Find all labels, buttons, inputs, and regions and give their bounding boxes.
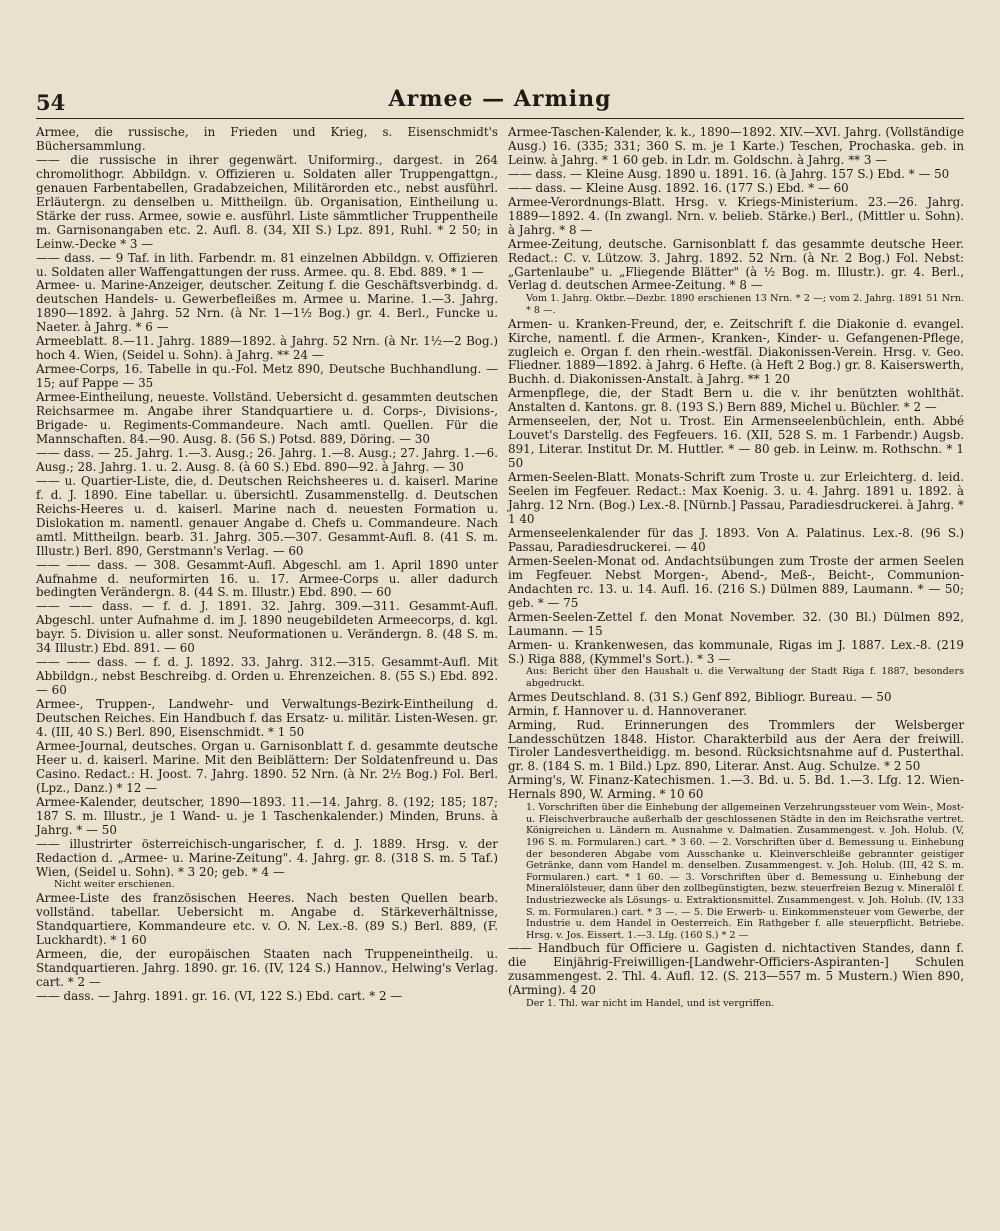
entry: Armee, die russische, in Frieden und Krieg, s. Eisenschmidt's Büchersammlung. xyxy=(36,125,498,153)
entry: Armee-Taschen-Kalender, k. k., 1890—1892. XIV.—XVI. Jahrg. (Vollständige Ausg.) 16. (335; 331; 360 S. m. je 1 Karte.) Teschen, Prochaska. geb. in Leinw. à Jahrg. * 1 60 geb. in Ldr. m. Goldschn. à Jahrg. ** 3 — xyxy=(508,125,964,167)
entry: Armeeblatt. 8.—11. Jahrg. 1889—1892. à Jahrg. 52 Nrn. (à Nr. 1½—2 Bog.) hoch 4. Wien, (Seidel u. Sohn). à Jahrg. ** 24 — xyxy=(36,334,498,363)
entry-note: 1. Vorschriften über die Einhebung der allgemeinen Verzehrungssteuer vom Wein-, Most- u. Fleischverbrauche außerhalb der geschlossenen Städte in den im Reichsrathe vertret. Königreichen u. Ländern m. Ausnahme v. Dalmatien. Zusammengest. v. Joh. Holub. (V, 196 S. m. Formularen.) cart. * 3 60. — 2. Vorschriften über d. Bemessung u. Einhebung der besonderen Abgabe vom Ausschanke u. Kleinverschleiße gebrannter geistiger Getränke, dann vom Handel m. denselben. Zusammengest. v. Joh. Holub. (III, 42 S. m. Formularen.) cart. * 1 60. — 3. Vorschriften über d. Bemessung u. Einhebung der Mineralölsteuer, dann über den zollbegünstigten, bezw. steuerfreien Bezug v. Mineralöl f. Industriezwecke als Lösungs- u. Extraktionsmittel. Zusammengest. v. Joh. Holub. (IV, 133 S. m. Formularen.) cart. * 3 —. — 5. Die Erwerb- u. Einkommensteuer vom Gewerbe, der Industrie u. dem Handel in Oesterreich. Ein Rathgeber f. alle steuerpflicht. Betriebe. Hrsg. v. Jos. Eissert. 1.—3. Lfg. (160 S.) * 2 — xyxy=(526,802,964,941)
entry: —— u. Quartier-Liste, die, d. Deutschen Reichsheeres u. d. kaiserl. Marine f. d. J. 1890. Eine tabellar. u. übersichtl. Zusammenstellg. d. Deutschen Reichs-Heeres u. d. kaiserl. Marine nach d. neuesten Formation u. Dislokation m. namentl. genauer Angabe d. Chefs u. Commandeure. Nach amtl. Mittheilgn. bearb. 31. Jahrg. 305.—307. Gesammt-Aufl. 8. (41 S. m. Illustr.) Berl. 890, Gerstmann's Verlag. — 60 xyxy=(36,473,498,558)
entry: Armee- u. Marine-Anzeiger, deutscher. Zeitung f. die Geschäftsverbindg. d. deutschen Handels- u. Gewerbefleißes m. Armee u. Marine. 1.—3. Jahrg. 1890—1892. à Jahrg. 52 Nrn. (à Nr. 1—1½ Bog.) gr. 4. Berl., Funcke u. Naeter. à Jahrg. * 6 — xyxy=(36,278,498,335)
entry: Armee-Kalender, deutscher, 1890—1893. 11.—14. Jahrg. 8. (192; 185; 187; 187 S. m. Illustr., je 1 Wand- u. je 1 Taschenkalender.) Minden, Bruns. à Jahrg. * — 50 xyxy=(36,794,498,837)
entry: Armenseelenkalender für das J. 1893. Von A. Palatinus. Lex.-8. (96 S.) Passau, Paradiesdruckerei. — 40 xyxy=(508,525,964,554)
entry: Armee-Eintheilung, neueste. Vollständ. Uebersicht d. gesammten deutschen Reichsarmee m. Angabe ihrer Standquartiere u. d. Corps-, Divisions-, Brigade- u. Regiments-Commandeure. Nach amtl. Quellen. Für die Mannschaften. 84.—90. Ausg. 8. (56 S.) Potsd. 889, Döring. — 30 xyxy=(36,390,498,446)
entry: —— Handbuch für Officiere u. Gagisten d. nichtactiven Standes, dann f. die Einjährig-Freiwilligen-[Landwehr-Officiers-Aspiranten-] Schulen zusammengest. 2. Thl. 4. Aufl. 12. (S. 213—557 m. 5 Mustern.) Wien 890, (Arming). 4 20 xyxy=(508,941,964,998)
entry: —— —— dass. — f. d. J. 1891. 32. Jahrg. 309.—311. Gesammt-Aufl. Abgeschl. unter Aufnahme d. im J. 1890 neugebildeten Armeecorps, d. kgl. bayr. 5. Division u. aller sonst. Neuformationen u. Verändergn. 8. (48 S. m. 34 Illustr.) Ebd. 891. — 60 xyxy=(36,599,498,656)
running-title: Armee — Arming xyxy=(388,86,612,112)
entry: Arming's, W. Finanz-Katechismen. 1.—3. Bd. u. 5. Bd. 1.—3. Lfg. 12. Wien-Hernals 890, W. Arming. * 10 60 xyxy=(508,773,964,802)
page-number: 54 xyxy=(36,90,66,115)
entry: Armen-Seelen-Zettel f. den Monat November. 32. (30 Bl.) Dülmen 892, Laumann. — 15 xyxy=(508,609,964,638)
entry: —— dass. — Kleine Ausg. 1892. 16. (177 S.) Ebd. * — 60 xyxy=(508,180,849,195)
entry: Armin, f. Hannover u. d. Hannoveraner. xyxy=(508,703,747,718)
entry: —— —— dass. — f. d. J. 1892. 33. Jahrg. 312.—315. Gesammt-Aufl. Mit Abbildgn., nebst Beschreibg. d. Orden u. Ehrenzeichen. 8. (55 S.) Ebd. 892. — 60 xyxy=(36,655,498,698)
entry: Armenpflege, die, der Stadt Bern u. die v. ihr benützten wohlthät. Anstalten d. Kantons. gr. 8. (193 S.) Bern 889, Michel u. Büchler. * 2 — xyxy=(508,386,964,415)
entry: —— dass. — Jahrg. 1891. gr. 16. (VI, 122 S.) Ebd. cart. * 2 — xyxy=(36,988,403,1003)
entry: Armen- u. Kranken-Freund, der, e. Zeitschrift f. die Diakonie d. evangel. Kirche, namentl. f. die Armen-, Kranken-, Kinder- u. Gefangenen-Pflege, zugleich e. Organ f. den rhein.-westfäl. Diakonissen-Verein. Hrsg. v. Geo. Fliedner. 1889—1892. à Jahrg. 6 Hefte. (à Heft 2 Bog.) gr. 8. Kaiserswerth, Buchh. d. Diakonissen-Anstalt. à Jahrg. ** 1 20 xyxy=(508,316,964,387)
entry-note: Der 1. Thl. war nicht im Handel, und ist vergriffen. xyxy=(526,998,775,1010)
entry: Armee-Zeitung, deutsche. Garnisonblatt f. das gesammte deutsche Heer. Redact.: C. v. Lützow. 3. Jahrg. 1892. 52 Nrn. (à Nr. 2 Bog.) Fol. Nebst: „Gartenlaube" u. „Fliegende Blätter" (à ½ Bog. m. Illustr.). gr. 4. Berl., Verlag d. deutschen Armee-Zeitung. * 8 — xyxy=(508,236,964,293)
entry: Armen-Seelen-Blatt. Monats-Schrift zum Troste u. zur Erleichterg. d. leid. Seelen im Fegfeuer. Redact.: Max Koenig. 3. u. 4. Jahrg. 1891 u. 1892. à Jahrg. 12 Nrn. (Bog.) Lex.-8. [Nürnb.] Passau, Paradiesdruckerei. à Jahrg. * 1 40 xyxy=(508,470,964,526)
entry: Armeen, die, der europäischen Staaten nach Truppeneintheilg. u. Standquartieren. Jahrg. 1890. gr. 16. (IV, 124 S.) Hannov., Helwing's Verlag. cart. * 2 — xyxy=(36,946,498,989)
entry-note: Vom 1. Jahrg. Oktbr.—Dezbr. 1890 erschienen 13 Nrn. * 2 —; vom 2. Jahrg. 1891 51 Nrn. * 8 —. xyxy=(526,293,964,317)
header-rule xyxy=(36,118,964,119)
entry: —— —— dass. — 308. Gesammt-Aufl. Abgeschl. am 1. April 1890 unter Aufnahme d. neuformirten 16. u. 17. Armee-Corps u. aller dadurch bedingten Verändergn. 8. (44 S. m. Illustr.) Ebd. 890. — 60 xyxy=(36,557,498,600)
left-column xyxy=(36,126,498,1004)
entry-note: Nicht weiter erschienen. xyxy=(54,879,175,891)
entry: Armee-Liste des französischen Heeres. Nach besten Quellen bearb. vollständ. tabellar. Uebersicht m. Angabe d. Stärkeverhältnisse, Standquartiere, Kommandeure etc. v. O. N. Lex.-8. (89 S.) Berl. 889, (F. Luckhardt). * 1 60 xyxy=(36,891,498,947)
entry: —— illustrirter österreichisch-ungarischer, f. d. J. 1889. Hrsg. v. der Redaction d. „Armee- u. Marine-Zeitung". 4. Jahrg. gr. 8. (318 S. m. 5 Taf.) Wien, (Seidel u. Sohn). * 3 20; geb. * 4 — xyxy=(36,836,498,879)
entry: —— dass. — 25. Jahrg. 1.—3. Ausg.; 26. Jahrg. 1.—8. Ausg.; 27. Jahrg. 1.—6. Ausg.; 28. Jahrg. 1. u. 2. Ausg. 8. (à 60 S.) Ebd. 890—92. à Jahrg. — 30 xyxy=(36,445,498,474)
entry: —— dass. — 9 Taf. in lith. Farbendr. m. 81 einzelnen Abbildgn. v. Offizieren u. Soldaten aller Waffengattungen der russ. Armee. qu. 8. Ebd. 889. * 1 — xyxy=(36,250,498,279)
entry: —— die russische in ihrer gegenwärt. Uniformirg., dargest. in 264 chromolithogr. Abbildgn. v. Offizieren u. Soldaten aller Truppengattgn., genauen Farbentabellen, Gradabzeichen, Militärorden etc., nebst ausführl. Erläutergn. zu denselben u. Mittheilgn. üb. Organisation, Eintheilung u. Stärke der russ. Armee, sowie e. ausführl. Liste sämmtlicher Truppentheile m. Garnisonangaben etc. 2. Aufl. 8. (34, XII S.) Lpz. 891, Ruhl. * 2 50; in Leinw.-Decke * 3 — xyxy=(36,152,498,251)
entry: Armen-Seelen-Monat od. Andachtsübungen zum Troste der armen Seelen im Fegfeuer. Nebst Morgen-, Abend-, Meß-, Beicht-, Communion-Andachten rc. 13. u. 14. Aufl. 16. (216 S.) Dülmen 889, Laumann. * — 50; geb. * — 75 xyxy=(508,553,964,610)
entry: Armen- u. Krankenwesen, das kommunale, Rigas im J. 1887. Lex.-8. (219 S.) Riga 888, (Kymmel's Sort.). * 3 — xyxy=(508,637,964,666)
entry: Armes Deutschland. 8. (31 S.) Genf 892, Bibliogr. Bureau. — 50 xyxy=(508,689,892,704)
entry: Arming, Rud. Erinnerungen des Trommlers der Welsberger Landesschützen 1848. Histor. Charakterbild aus der Aera der freiwill. Tiroler Landesvertheidigg. m. besond. Rücksichtsnahme auf d. Pusterthal. gr. 8. (184 S. m. 1 Bild.) Lpz. 890, Literar. Anst. Aug. Schulze. * 2 50 xyxy=(508,717,964,774)
entry: Armenseelen, der, Not u. Trost. Ein Armenseelenbüchlein, enth. Abbé Louvet's Darstellg. des Fegfeuers. 16. (XII, 528 S. m. 1 Farbendr.) Augsb. 891, Literar. Institut Dr. M. Huttler. * — 80 geb. in Leinw. m. Rothschn. * 1 50 xyxy=(508,414,964,471)
entry: Armee-Journal, deutsches. Organ u. Garnisonblatt f. d. gesammte deutsche Heer u. d. kaiserl. Marine. Mit den Beiblättern: Der Soldatenfreund u. Das Casino. Redact.: H. Joost. 7. Jahrg. 1890. 52 Nrn. (à Nr. 2½ Bog.) Fol. Berl. (Lpz., Danz.) * 12 — xyxy=(36,738,498,795)
entry: —— dass. — Kleine Ausg. 1890 u. 1891. 16. (à Jahrg. 157 S.) Ebd. * — 50 xyxy=(508,166,950,181)
entry: Armee-, Truppen-, Landwehr- und Verwaltungs-Bezirk-Eintheilung d. Deutschen Reiches. Ein Handbuch f. das Ersatz- u. militär. Listen-Wesen. gr. 4. (III, 40 S.) Berl. 890, Eisenschmidt. * 1 50 xyxy=(36,697,498,739)
right-column xyxy=(508,126,964,1011)
entry-note: Aus: Bericht über den Haushalt u. die Verwaltung der Stadt Riga f. 1887, besonders abgedruckt. xyxy=(526,666,964,690)
entry: Armee-Verordnungs-Blatt. Hrsg. v. Kriegs-Ministerium. 23.—26. Jahrg. 1889—1892. 4. (In zwangl. Nrn. v. belieb. Stärke.) Berl., (Mittler u. Sohn). à Jahrg. * 8 — xyxy=(508,194,964,237)
page-header xyxy=(0,82,1000,118)
entry: Armee-Corps, 16. Tabelle in qu.-Fol. Metz 890, Deutsche Buchhandlung. — 15; auf Pappe — 35 xyxy=(36,362,498,391)
